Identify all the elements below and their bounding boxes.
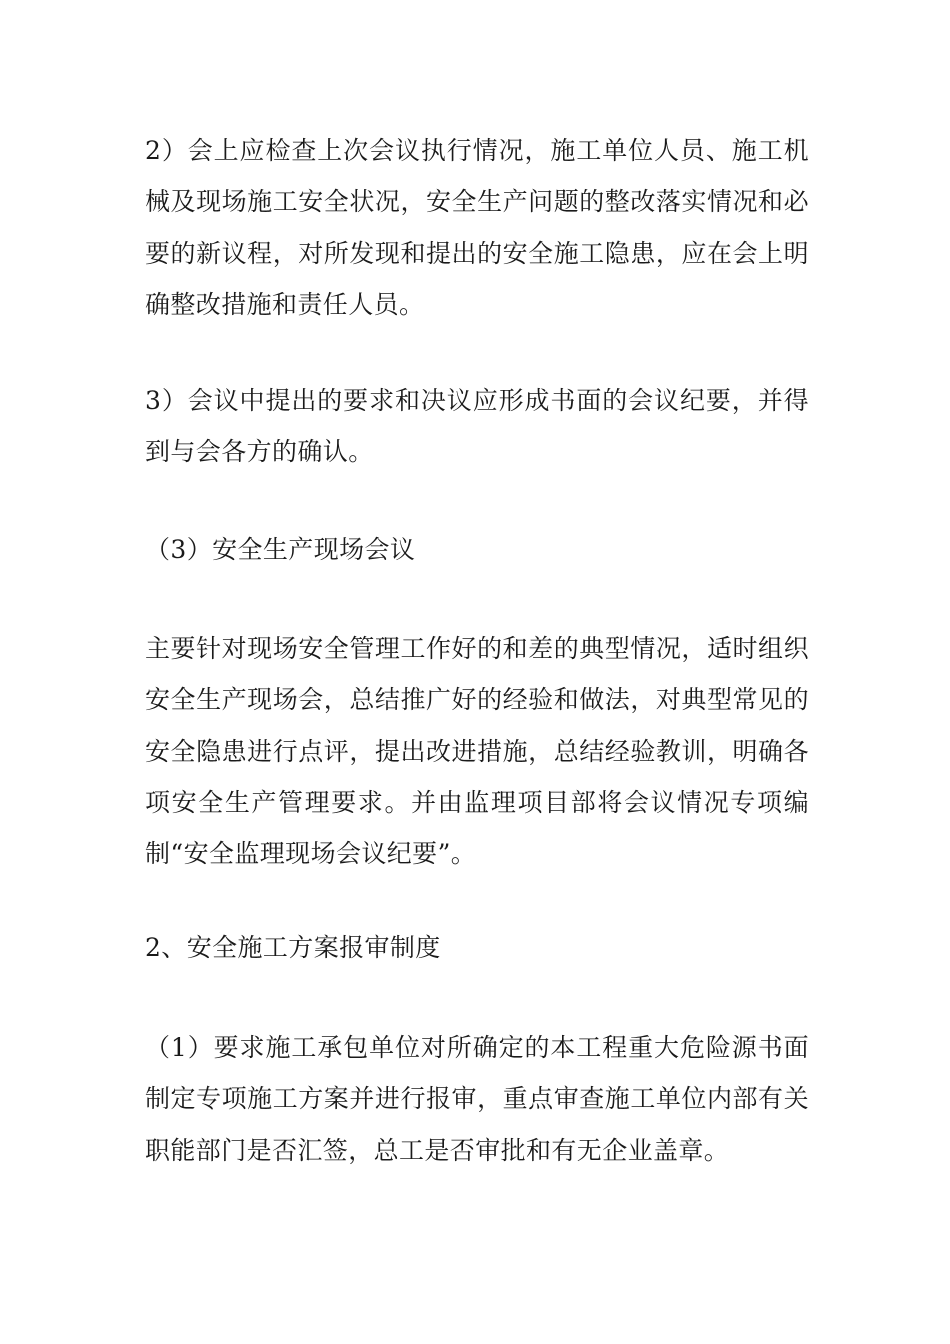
paragraph-plan-submission: （1）要求施工承包单位对所确定的本工程重大危险源书面制定专项施工方案并进行报审，重点审查施工单位内部有关职能部门是否汇签，总工是否审批和有无企业盖章。 (145, 1033, 809, 1165)
paragraph-site-meeting-description: 主要针对现场安全管理工作好的和差的典型情况，适时组织安全生产现场会，总结推广好的经验和做法，对典型常见的安全隐患进行点评，提出改进措施，总结经验教训，明确各项安全生产管理要求。并由监理项目部将会议情况专项编制“安全监理现场会议纪要”。 (145, 634, 809, 869)
heading-site-safety-meeting: （3）安全生产现场会议 (145, 535, 416, 564)
heading-construction-plan-review: 2、安全施工方案报审制度 (145, 933, 441, 962)
paragraph-meeting-minutes: 3）会议中提出的要求和决议应形成书面的会议纪要，并得到与会各方的确认。 (145, 386, 809, 467)
paragraph-meeting-review: 2）会上应检查上次会议执行情况，施工单位人员、施工机械及现场施工安全状况，安全生产问题的整改落实情况和必要的新议程，对所发现和提出的安全施工隐患，应在会上明确整改措施和责任人员。 (145, 136, 809, 319)
